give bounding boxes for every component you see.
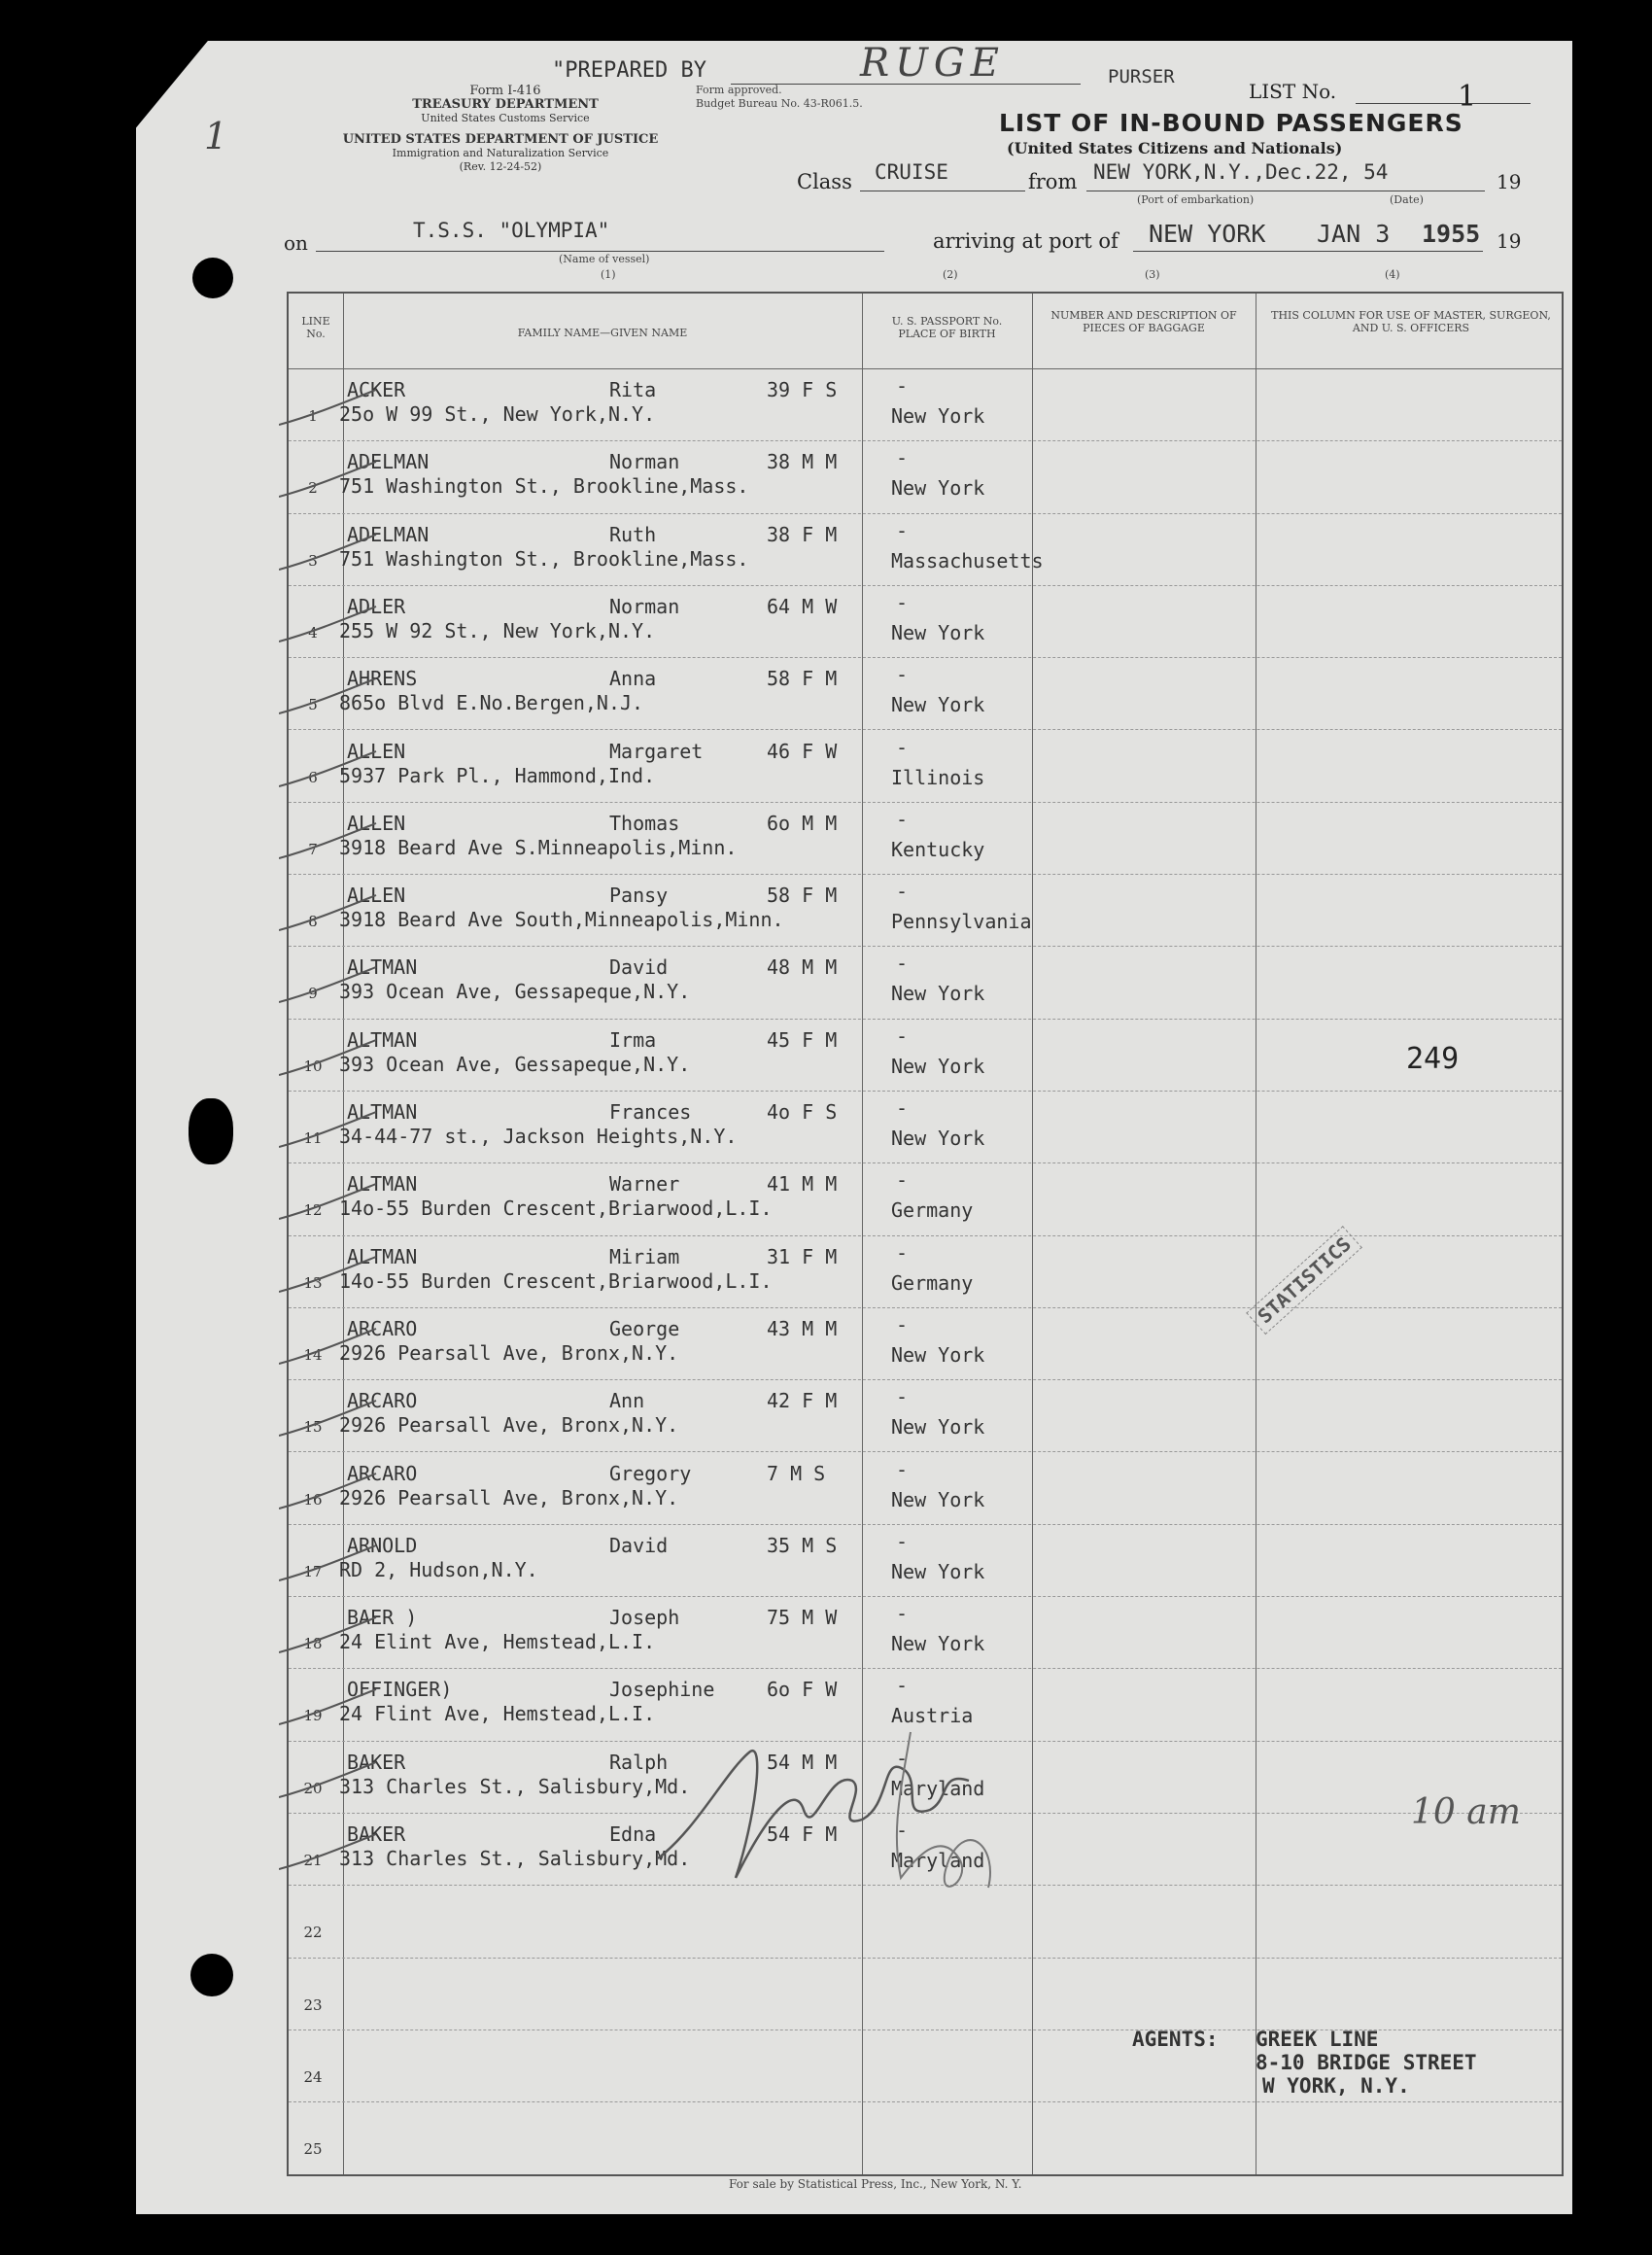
- given-name: Irma: [609, 1027, 657, 1052]
- table-row: [289, 1452, 1562, 1525]
- address: 2926 Pearsall Ave, Bronx,N.Y.: [339, 1485, 679, 1509]
- address: 313 Charles St., Salisbury,Md.: [339, 1847, 691, 1870]
- vessel-line: [316, 251, 884, 252]
- col-header-name: FAMILY NAME—GIVEN NAME: [517, 327, 688, 339]
- place-of-birth: New York: [891, 693, 985, 717]
- given-name: David: [609, 1533, 669, 1557]
- line-number: 24: [303, 2067, 323, 2086]
- table-row: [289, 1379, 1562, 1452]
- table-row: [289, 657, 1562, 730]
- year-label-1: 19: [1497, 170, 1522, 193]
- on-label: on: [284, 231, 308, 255]
- given-name: Edna: [609, 1822, 657, 1846]
- punch-hole-top: [192, 258, 233, 298]
- table-row: [289, 585, 1562, 658]
- table-row: [289, 2101, 1562, 2174]
- agents-line-1: GREEK LINE: [1256, 2028, 1379, 2051]
- place-of-birth: Pennsylvania: [891, 910, 1032, 934]
- agents-line-3: W YORK, N.Y.: [1262, 2074, 1410, 2098]
- given-name: Josephine: [609, 1678, 715, 1702]
- passport-number: -: [896, 1529, 909, 1553]
- family-name: BAKER: [347, 1750, 406, 1774]
- handwritten-time: 10 am: [1411, 1792, 1521, 1832]
- check-tick-mark: [279, 1327, 396, 1366]
- place-of-birth: New York: [891, 1342, 985, 1367]
- passport-number: -: [896, 735, 909, 759]
- family-name: ADELMAN: [347, 522, 430, 546]
- line-number: 12: [303, 1201, 323, 1220]
- place-of-birth: Maryland: [891, 1849, 985, 1872]
- address: 2926 Pearsall Ave, Bronx,N.Y.: [339, 1413, 679, 1438]
- passport-number: -: [896, 518, 909, 542]
- passport-number: -: [896, 1457, 909, 1481]
- given-name: Norman: [609, 594, 680, 618]
- line-number: 4: [308, 623, 318, 642]
- address: 2926 Pearsall Ave, Bronx,N.Y.: [339, 1340, 679, 1365]
- address: 24 Elint Ave, Hemstead,L.I.: [339, 1630, 656, 1654]
- col-num-4: (4): [1385, 268, 1400, 281]
- age-sex-status: 41 M M: [767, 1172, 838, 1197]
- line-number: 17: [303, 1562, 323, 1580]
- check-tick-mark: [279, 1182, 396, 1221]
- address: 34-44-77 st., Jackson Heights,N.Y.: [339, 1125, 738, 1148]
- place-of-birth: Massachusetts: [891, 548, 1044, 572]
- budget-bureau: Budget Bureau No. 43-R061.5.: [696, 97, 863, 110]
- class-label: Class: [797, 170, 852, 193]
- address: RD 2, Hudson,N.Y.: [339, 1557, 538, 1581]
- family-name: ADLER: [347, 594, 406, 618]
- check-tick-mark: [279, 676, 396, 715]
- passport-number: -: [896, 1023, 909, 1048]
- prepared-by-label: "PREPARED BY: [552, 58, 706, 83]
- address: 3918 Beard Ave S.Minneapolis,Minn.: [339, 835, 738, 859]
- col-header-baggage: NUMBER AND DESCRIPTION OF PIECES OF BAGGAGE: [1050, 309, 1237, 334]
- agents-line-2: 8-10 BRIDGE STREET: [1256, 2051, 1477, 2074]
- from-label: from: [1028, 170, 1078, 193]
- age-sex-status: 38 F M: [767, 522, 838, 546]
- line-number: 5: [308, 696, 318, 714]
- given-name: Anna: [609, 667, 657, 691]
- arriving-line: [1133, 251, 1483, 252]
- arriving-date: JAN 3: [1317, 220, 1391, 248]
- place-of-birth: Kentucky: [891, 837, 985, 861]
- family-name: ARCARO: [347, 1316, 418, 1340]
- list-no-line: [1356, 103, 1531, 104]
- revision: (Rev. 12-24-52): [459, 160, 542, 173]
- table-row: [289, 1596, 1562, 1669]
- place-of-birth: New York: [891, 982, 985, 1006]
- passport-number: -: [896, 663, 909, 687]
- passport-number: -: [896, 1168, 909, 1193]
- age-sex-status: 35 M S: [767, 1533, 838, 1557]
- immigration-service: Immigration and Naturalization Service: [392, 147, 609, 159]
- address: 393 Ocean Ave, Gessapeque,N.Y.: [339, 1052, 691, 1076]
- place-of-birth: Austria: [891, 1704, 974, 1728]
- margin-mark: 1: [204, 115, 228, 157]
- line-number: 1: [308, 407, 318, 425]
- col-header-line: LINE No.: [301, 315, 330, 340]
- family-name: BAKER: [347, 1822, 406, 1846]
- passport-number: -: [896, 807, 909, 831]
- age-sex-status: 4o F S: [767, 1100, 838, 1124]
- age-sex-status: 31 F M: [767, 1244, 838, 1268]
- arriving-port: NEW YORK: [1149, 220, 1266, 248]
- check-tick-mark: [279, 1760, 396, 1799]
- line-number: 25: [303, 2140, 323, 2159]
- passport-number: -: [896, 952, 909, 976]
- table-row: [289, 1162, 1562, 1235]
- place-of-birth: New York: [891, 1487, 985, 1511]
- address: 14o-55 Burden Crescent,Briarwood,L.I.: [339, 1197, 773, 1221]
- check-tick-mark: [279, 1687, 396, 1726]
- given-name: Ruth: [609, 522, 657, 546]
- family-name: ALLEN: [347, 884, 406, 908]
- given-name: Thomas: [609, 811, 680, 835]
- passport-number: -: [896, 374, 909, 398]
- footer-printer: For sale by Statistical Press, Inc., New York, N. Y.: [729, 2177, 1022, 2191]
- given-name: George: [609, 1316, 680, 1340]
- family-name: OFFINGER): [347, 1678, 453, 1702]
- passport-number: -: [896, 1312, 909, 1336]
- check-tick-mark: [279, 1038, 396, 1077]
- passport-number: -: [896, 590, 909, 614]
- table-row: [289, 1019, 1562, 1092]
- check-tick-mark: [279, 533, 396, 572]
- customs-service: United States Customs Service: [421, 112, 590, 124]
- table-row: [289, 802, 1562, 875]
- given-name: Frances: [609, 1100, 692, 1124]
- place-of-birth: New York: [891, 1415, 985, 1440]
- family-name: ALLEN: [347, 739, 406, 763]
- check-tick-mark: [279, 605, 396, 643]
- line-number: 22: [303, 1924, 323, 1942]
- given-name: David: [609, 955, 669, 980]
- given-name: Norman: [609, 450, 680, 474]
- line-number: 21: [303, 1852, 323, 1869]
- family-name: ALTMAN: [347, 1244, 418, 1268]
- check-tick-mark: [279, 821, 396, 860]
- age-sex-status: 58 F M: [767, 667, 838, 691]
- punch-hole-bottom: [190, 1954, 233, 1996]
- table-row: [289, 1307, 1562, 1380]
- place-of-birth: New York: [891, 1127, 985, 1150]
- family-name: ALTMAN: [347, 955, 418, 980]
- place-of-birth: Germany: [891, 1198, 974, 1223]
- age-sex-status: 6o M M: [767, 811, 838, 835]
- place-of-birth: New York: [891, 476, 985, 501]
- family-name: BAER ): [347, 1606, 418, 1630]
- check-tick-mark: [279, 1399, 396, 1438]
- line-number: 11: [303, 1129, 323, 1147]
- passport-number: -: [896, 1602, 909, 1626]
- line-number: 9: [308, 985, 318, 1003]
- age-sex-status: 45 F M: [767, 1027, 838, 1052]
- statistics-stamp: STATISTICS: [1246, 1226, 1362, 1335]
- address: 25o W 99 St., New York,N.Y.: [339, 402, 656, 426]
- age-sex-status: 43 M M: [767, 1316, 838, 1340]
- list-no-label: LIST No.: [1249, 80, 1337, 103]
- address: 751 Washington St., Brookline,Mass.: [339, 546, 749, 571]
- address: 313 Charles St., Salisbury,Md.: [339, 1774, 691, 1798]
- passport-number: -: [896, 1096, 909, 1120]
- line-number: 20: [303, 1779, 323, 1797]
- class-value: CRUISE: [875, 160, 948, 184]
- age-sex-status: 64 M W: [767, 594, 838, 618]
- punch-hole-middle: [189, 1098, 233, 1164]
- table-row: [289, 440, 1562, 513]
- age-sex-status: 58 F M: [767, 884, 838, 908]
- col-header-officers: THIS COLUMN FOR USE OF MASTER, SURGEON, AND U. S. OFFICERS: [1271, 309, 1551, 334]
- col-num-2: (2): [943, 268, 958, 281]
- vessel-name: T.S.S. "OLYMPIA": [413, 219, 610, 242]
- age-sex-status: 46 F W: [767, 739, 838, 763]
- passport-number: -: [896, 1746, 909, 1770]
- form-title: LIST OF IN-BOUND PASSENGERS: [999, 109, 1463, 137]
- form-approved: Form approved.: [696, 84, 782, 96]
- check-tick-mark: [279, 1615, 396, 1654]
- from-value: NEW YORK,N.Y.,Dec.22, 54: [1093, 160, 1389, 184]
- line-number: 19: [303, 1707, 323, 1725]
- passport-number: -: [896, 1819, 909, 1842]
- family-name: ALTMAN: [347, 1172, 418, 1197]
- age-sex-status: 6o F W: [767, 1678, 838, 1702]
- place-of-birth: New York: [891, 620, 985, 644]
- given-name: Joseph: [609, 1606, 680, 1630]
- passport-number: -: [896, 880, 909, 904]
- passport-number: -: [896, 1240, 909, 1265]
- age-sex-status: 75 M W: [767, 1606, 838, 1630]
- line-number: 3: [308, 551, 318, 570]
- place-of-birth: Maryland: [891, 1776, 985, 1800]
- age-sex-status: 54 F M: [767, 1822, 838, 1846]
- passport-number: -: [896, 446, 909, 470]
- age-sex-status: 7 M S: [767, 1461, 826, 1485]
- address: 5937 Park Pl., Hammond,Ind.: [339, 763, 656, 787]
- family-name: ARCARO: [347, 1389, 418, 1413]
- check-tick-mark: [279, 1110, 396, 1149]
- line-number: 18: [303, 1635, 323, 1653]
- list-no-value: 1: [1458, 80, 1477, 114]
- family-name: AHRENS: [347, 667, 418, 691]
- line-number: 16: [303, 1490, 323, 1509]
- family-name: ADELMAN: [347, 450, 430, 474]
- family-name: ALLEN: [347, 811, 406, 835]
- family-name: ARCARO: [347, 1461, 418, 1485]
- given-name: Miriam: [609, 1244, 680, 1268]
- year-label-2: 19: [1497, 229, 1522, 253]
- line-number: 23: [303, 1995, 323, 2014]
- given-name: Margaret: [609, 739, 704, 763]
- officer-note: 249: [1406, 1042, 1460, 1076]
- line-number: 14: [303, 1345, 323, 1364]
- age-sex-status: 48 M M: [767, 955, 838, 980]
- table-row: [289, 946, 1562, 1019]
- address: 393 Ocean Ave, Gessapeque,N.Y.: [339, 980, 691, 1004]
- address: 3918 Beard Ave South,Minneapolis,Minn.: [339, 908, 784, 932]
- col-num-1: (1): [601, 268, 616, 281]
- place-of-birth: New York: [891, 1632, 985, 1656]
- passport-number: -: [896, 1385, 909, 1409]
- passport-number: -: [896, 1674, 909, 1698]
- table-row: [289, 1235, 1562, 1308]
- table-row: [289, 874, 1562, 947]
- line-number: 7: [308, 840, 318, 858]
- age-sex-status: 54 M M: [767, 1750, 838, 1774]
- officer-signature: [658, 1713, 1047, 1936]
- line-number: 10: [303, 1057, 323, 1075]
- given-name: Warner: [609, 1172, 680, 1197]
- age-sex-status: 38 M M: [767, 450, 838, 474]
- table-row: [289, 1958, 1562, 2030]
- table-row: [289, 1091, 1562, 1163]
- form-subtitle: (United States Citizens and Nationals): [1007, 139, 1343, 157]
- arriving-label: arriving at port of: [933, 229, 1119, 253]
- check-tick-mark: [279, 1832, 396, 1871]
- arriving-year: 1955: [1422, 220, 1481, 248]
- family-name: ALTMAN: [347, 1027, 418, 1052]
- check-tick-mark: [279, 1472, 396, 1510]
- check-tick-mark: [279, 749, 396, 788]
- line-number: 2: [308, 479, 318, 498]
- family-name: ACKER: [347, 378, 406, 401]
- place-of-birth: New York: [891, 1054, 985, 1078]
- place-of-birth: Illinois: [891, 765, 985, 789]
- port-embarkation-caption: (Port of embarkation): [1137, 193, 1255, 206]
- table-row: [289, 368, 1562, 441]
- given-name: Gregory: [609, 1461, 692, 1485]
- justice-dept: UNITED STATES DEPARTMENT OF JUSTICE: [342, 132, 659, 147]
- address: 14o-55 Burden Crescent,Briarwood,L.I.: [339, 1268, 773, 1293]
- table-row: [289, 1524, 1562, 1597]
- col-num-3: (3): [1145, 268, 1160, 281]
- agents-label: AGENTS:: [1132, 2028, 1219, 2051]
- check-tick-mark: [279, 1544, 396, 1582]
- line-number: 13: [303, 1273, 323, 1292]
- given-name: Rita: [609, 378, 657, 401]
- given-name: Ralph: [609, 1750, 669, 1774]
- check-tick-mark: [279, 893, 396, 932]
- purser-label: PURSER: [1108, 66, 1175, 87]
- table-row: [289, 730, 1562, 803]
- age-sex-status: 39 F S: [767, 378, 838, 401]
- check-tick-mark: [279, 965, 396, 1004]
- check-tick-mark: [279, 460, 396, 499]
- passenger-table: [287, 292, 1564, 2176]
- table-row: [289, 513, 1562, 586]
- check-tick-mark: [279, 388, 396, 427]
- given-name: Pansy: [609, 884, 669, 908]
- place-of-birth: Germany: [891, 1270, 974, 1295]
- col-header-passport: U. S. PASSPORT No. PLACE OF BIRTH: [891, 315, 1003, 340]
- age-sex-status: 42 F M: [767, 1389, 838, 1413]
- address: 24 Flint Ave, Hemstead,L.I.: [339, 1702, 656, 1726]
- date-caption: (Date): [1390, 193, 1424, 206]
- family-name: ARNOLD: [347, 1533, 418, 1557]
- place-of-birth: New York: [891, 1559, 985, 1583]
- address: 751 Washington St., Brookline,Mass.: [339, 474, 749, 499]
- address: 865o Blvd E.No.Bergen,N.J.: [339, 691, 644, 715]
- prepared-by-name: RUGE: [860, 41, 1005, 86]
- address: 255 W 92 St., New York,N.Y.: [339, 618, 656, 642]
- family-name: ALTMAN: [347, 1100, 418, 1124]
- line-number: 6: [308, 768, 318, 786]
- given-name: Ann: [609, 1389, 645, 1413]
- check-tick-mark: [279, 1255, 396, 1294]
- form-no: Form I-416: [469, 84, 541, 98]
- vessel-caption: (Name of vessel): [559, 253, 650, 265]
- line-number: 15: [303, 1418, 323, 1437]
- line-number: 8: [308, 913, 318, 931]
- place-of-birth: New York: [891, 404, 985, 428]
- treasury-dept: TREASURY DEPARTMENT: [412, 97, 599, 112]
